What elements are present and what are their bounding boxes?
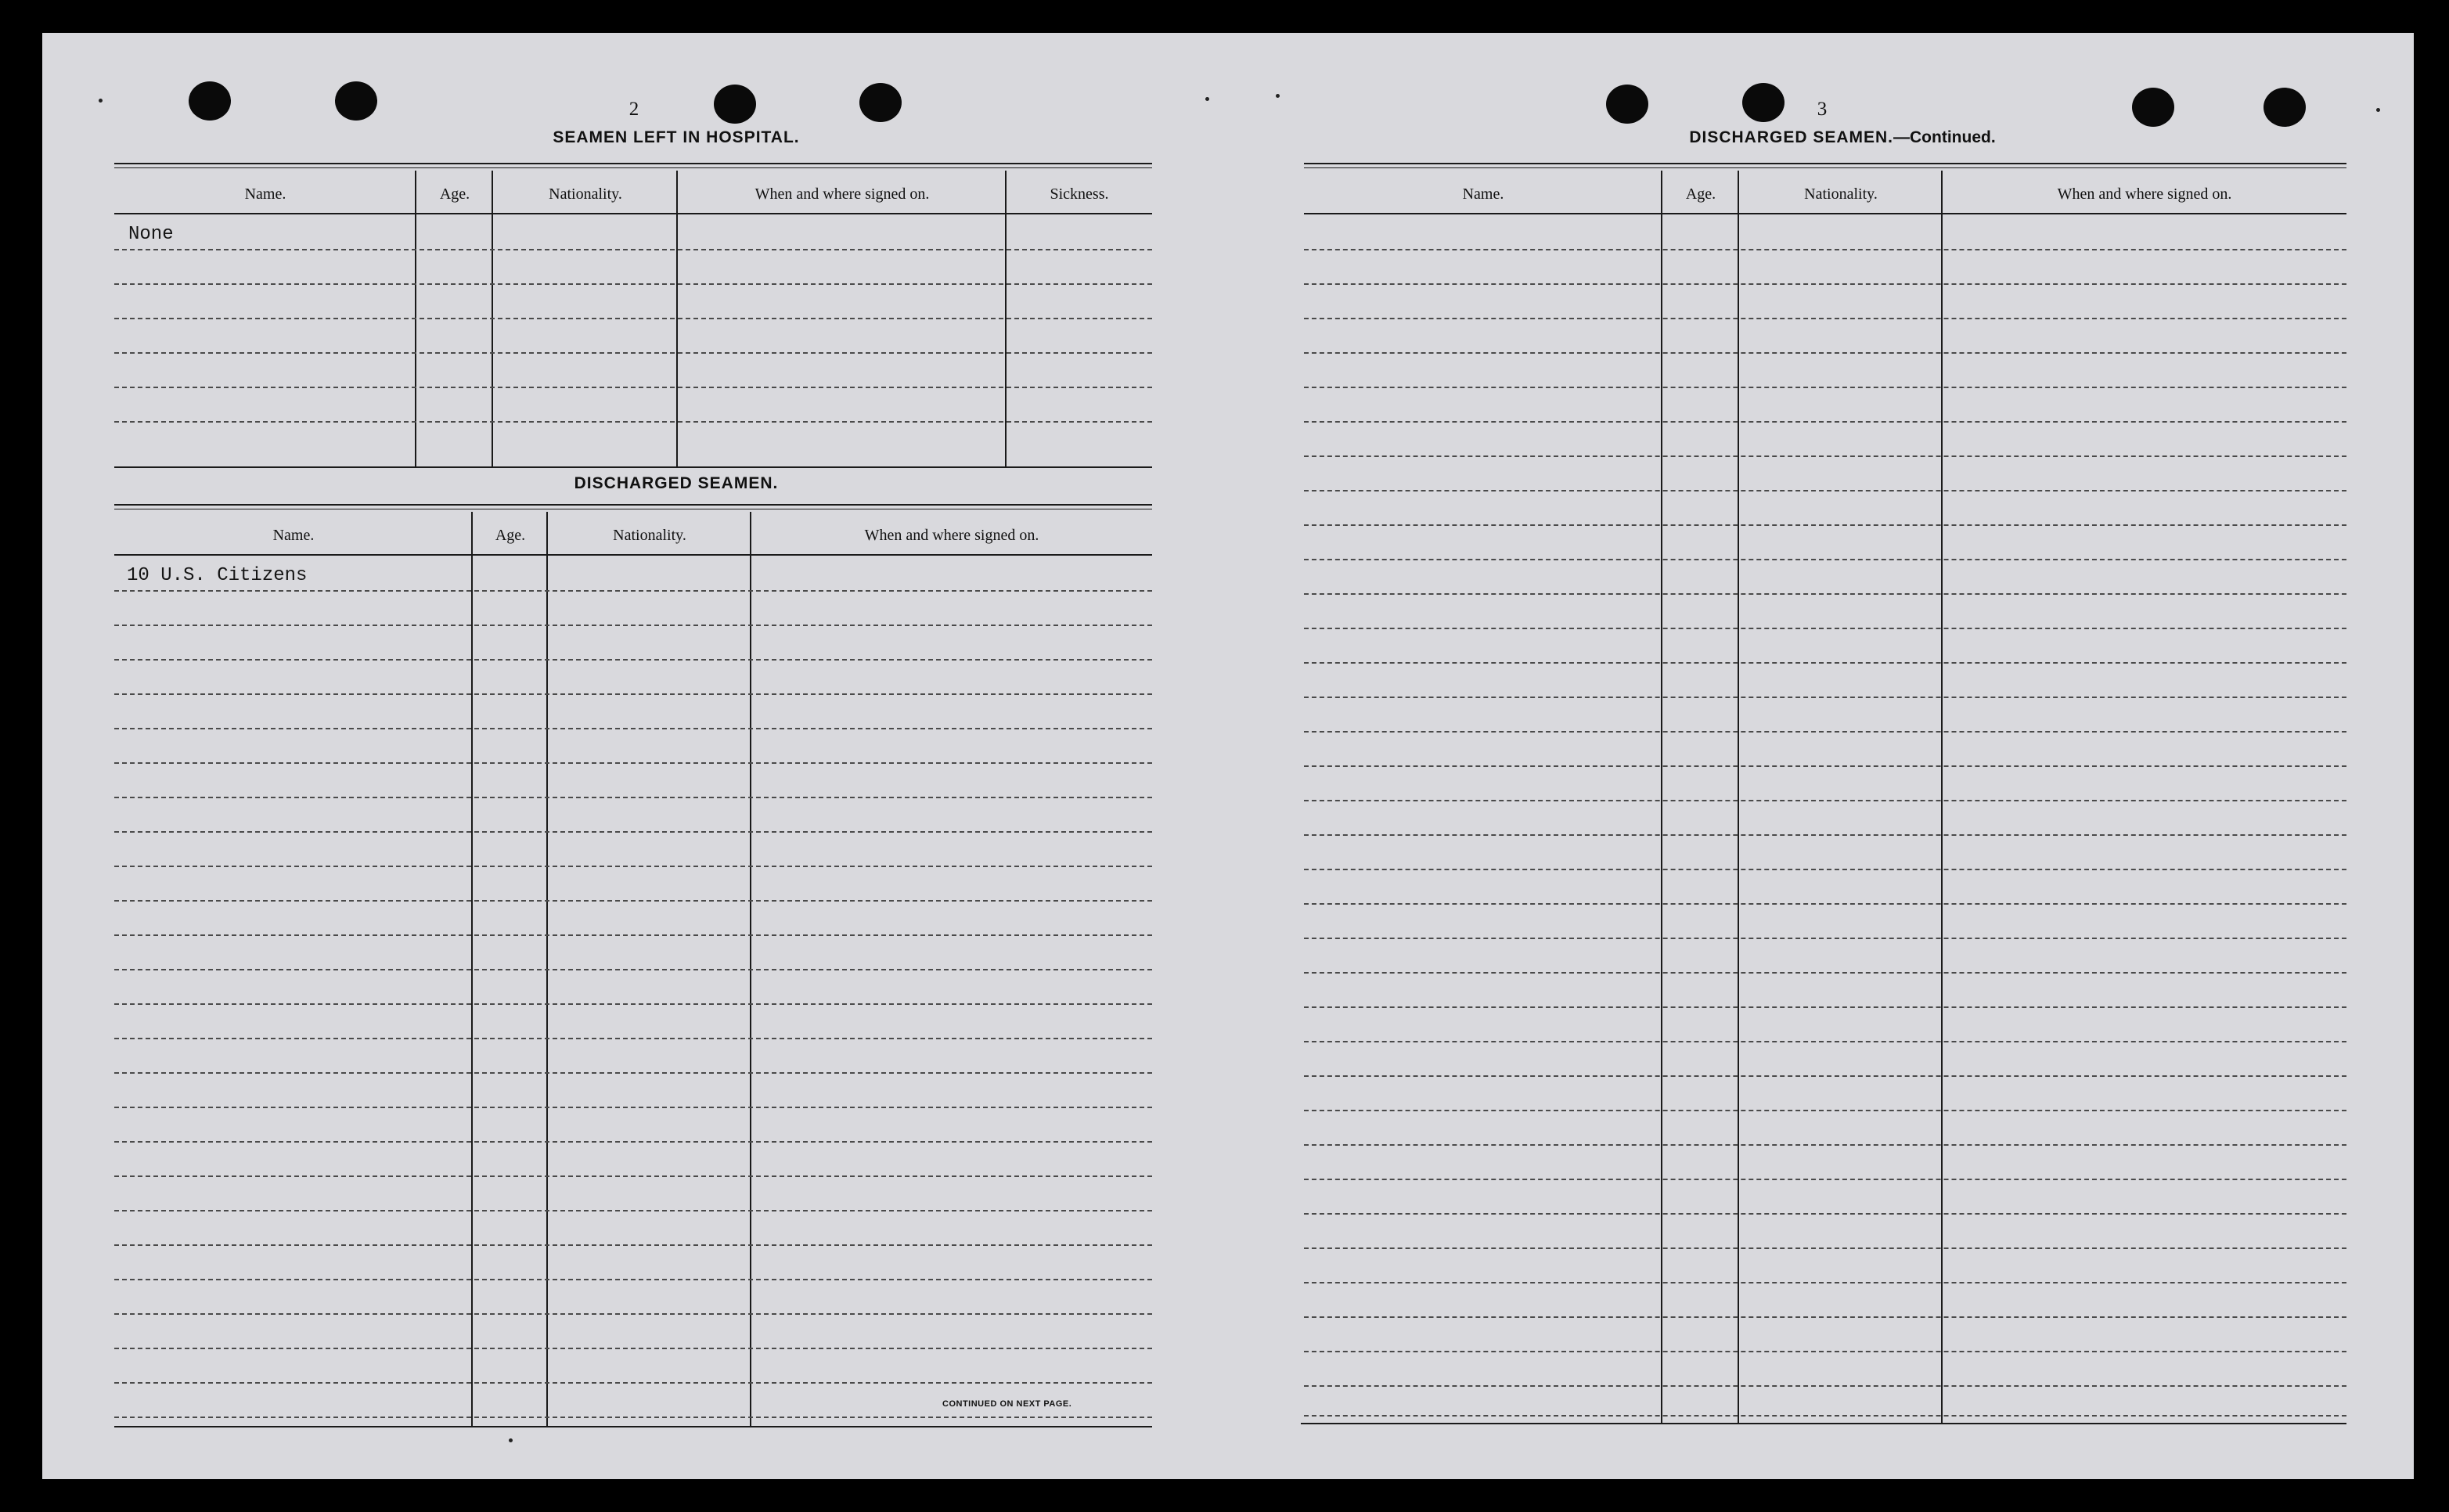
- speck: [99, 99, 103, 103]
- section-rule: [114, 466, 1152, 468]
- column-header-signed-on: When and where signed on.: [864, 527, 1039, 544]
- title-main: DISCHARGED SEAMEN.: [1689, 128, 1894, 146]
- row-line: [114, 421, 1152, 423]
- row-line: [1304, 869, 2346, 870]
- row-line: [1304, 800, 2346, 801]
- row-line: [114, 1348, 1152, 1349]
- column-header-age: Age.: [439, 185, 470, 203]
- bottom-rule-left: [114, 1426, 1152, 1427]
- row-line: [114, 1003, 1152, 1005]
- discharged-table-left: [114, 504, 1152, 1426]
- row-line: [1304, 697, 2346, 698]
- row-line: [1304, 1351, 2346, 1352]
- hospital-entry-name: None: [128, 224, 174, 245]
- row-line: [1304, 903, 2346, 905]
- row-line: [114, 831, 1152, 833]
- row-line: [114, 1210, 1152, 1211]
- row-line: [114, 1141, 1152, 1143]
- row-line: [114, 1107, 1152, 1108]
- row-line: [114, 249, 1152, 250]
- bottom-rule-right: [1301, 1423, 2346, 1424]
- column-header-nationality: Nationality.: [549, 185, 622, 203]
- row-line: [1304, 731, 2346, 733]
- row-line: [1304, 1415, 2346, 1417]
- row-line: [1304, 559, 2346, 560]
- row-line: [1304, 1110, 2346, 1111]
- row-line: [1304, 352, 2346, 354]
- row-line: [114, 352, 1152, 354]
- discharged-rows-right: [1304, 214, 2346, 1423]
- column-header-age: Age.: [1685, 185, 1716, 203]
- row-line: [114, 318, 1152, 319]
- hospital-table: [114, 163, 1152, 466]
- punch-hole: [335, 81, 377, 121]
- row-line: [1304, 972, 2346, 974]
- discharged-entry-name: 10 U.S. Citizens: [127, 565, 308, 586]
- row-line: [1304, 387, 2346, 388]
- row-line: [114, 866, 1152, 867]
- hospital-rows: [114, 214, 1152, 466]
- speck: [509, 1438, 513, 1442]
- row-line: [114, 934, 1152, 936]
- punch-hole: [2132, 88, 2174, 127]
- row-line: [1304, 1247, 2346, 1249]
- page-number-left: 2: [628, 99, 639, 120]
- row-line: [1304, 283, 2346, 285]
- row-line: [114, 797, 1152, 798]
- row-line: [114, 1244, 1152, 1246]
- discharged-section-title: DISCHARGED SEAMEN.: [574, 474, 779, 492]
- punch-hole: [2264, 88, 2306, 127]
- row-line: [1304, 490, 2346, 491]
- row-line: [114, 900, 1152, 902]
- punch-hole: [1742, 83, 1785, 122]
- row-line: [1304, 593, 2346, 595]
- column-header-name: Name.: [244, 185, 286, 203]
- punch-hole: [859, 83, 902, 122]
- row-line: [1304, 318, 2346, 319]
- column-header-signed-on: When and where signed on.: [2057, 185, 2232, 203]
- continued-note: CONTINUED ON NEXT PAGE.: [942, 1399, 1072, 1409]
- row-line: [1304, 662, 2346, 664]
- row-line: [1304, 834, 2346, 836]
- row-line: [1304, 1006, 2346, 1008]
- row-line: [1304, 1316, 2346, 1318]
- discharged-rows-left: [114, 556, 1152, 1426]
- page-number-right: 3: [1817, 99, 1828, 120]
- ledger-sheet: [42, 33, 2414, 1479]
- row-line: [1304, 1213, 2346, 1215]
- punch-hole: [714, 85, 756, 124]
- row-line: [1304, 1075, 2346, 1077]
- row-line: [114, 1038, 1152, 1039]
- column-header-name: Name.: [1462, 185, 1504, 203]
- row-line: [1304, 249, 2346, 250]
- row-line: [1304, 1179, 2346, 1180]
- row-line: [114, 590, 1152, 592]
- row-line: [114, 762, 1152, 764]
- column-header-sickness: Sickness.: [1050, 185, 1109, 203]
- row-line: [114, 693, 1152, 695]
- discharged-continued-title: [1506, 128, 2179, 147]
- hospital-section-title: SEAMEN LEFT IN HOSPITAL.: [553, 128, 800, 146]
- row-line: [1304, 421, 2346, 423]
- column-header-signed-on: When and where signed on.: [755, 185, 930, 203]
- row-line: [1304, 938, 2346, 939]
- row-line: [114, 1072, 1152, 1074]
- row-line: [114, 1382, 1152, 1384]
- row-line: [114, 625, 1152, 626]
- speck: [2376, 108, 2380, 112]
- row-line: [114, 387, 1152, 388]
- row-line: [1304, 1041, 2346, 1042]
- row-line: [1304, 524, 2346, 526]
- row-line: [114, 728, 1152, 729]
- row-line: [1304, 765, 2346, 767]
- row-line: [1304, 628, 2346, 629]
- column-header-name: Name.: [272, 527, 315, 544]
- row-line: [114, 1279, 1152, 1280]
- row-line: [114, 1313, 1152, 1315]
- row-line: [1304, 1282, 2346, 1283]
- title-suffix: —Continued.: [1893, 128, 1996, 146]
- row-line: [1304, 1385, 2346, 1387]
- column-header-nationality: Nationality.: [613, 527, 686, 544]
- discharged-table-right: [1304, 163, 2346, 1423]
- row-line: [1304, 455, 2346, 457]
- column-header-age: Age.: [495, 527, 526, 544]
- speck: [1205, 97, 1209, 101]
- column-header-nationality: Nationality.: [1804, 185, 1878, 203]
- row-line: [114, 969, 1152, 970]
- row-line: [114, 283, 1152, 285]
- row-line: [114, 659, 1152, 661]
- row-line: [114, 1417, 1152, 1418]
- punch-hole: [1606, 85, 1648, 124]
- speck: [1276, 94, 1280, 98]
- row-line: [1304, 1144, 2346, 1146]
- row-line: [114, 1175, 1152, 1177]
- punch-hole: [189, 81, 231, 121]
